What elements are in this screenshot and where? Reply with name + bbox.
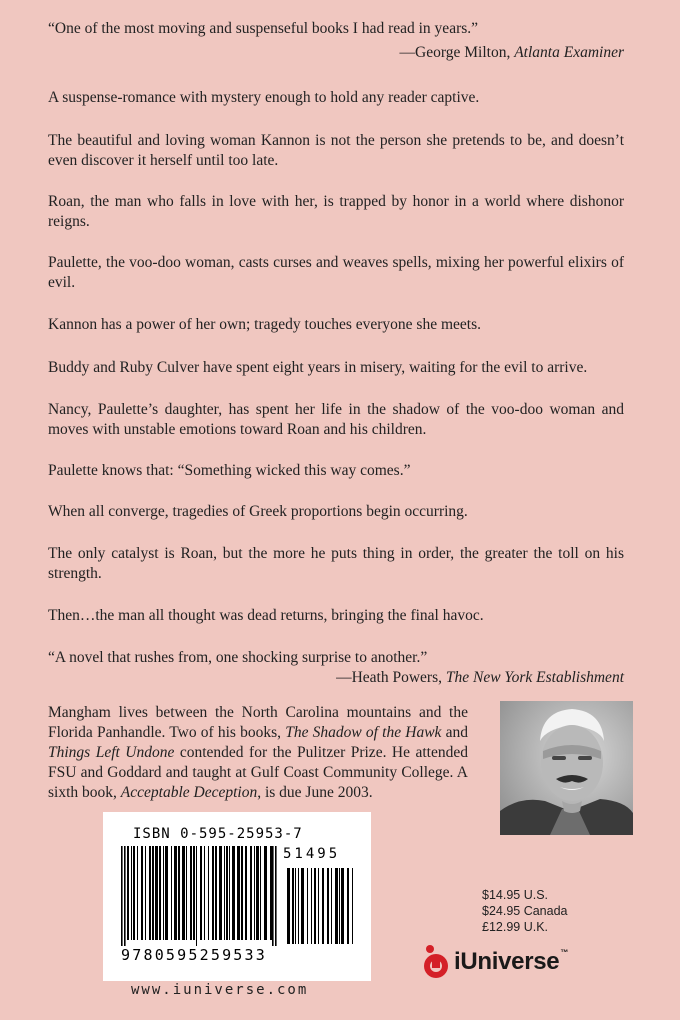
barcode-bar	[287, 868, 290, 944]
paragraph: When all converge, tragedies of Greek proportions begin occurring.	[48, 503, 468, 520]
barcode-bar	[318, 868, 319, 944]
barcode-bar	[229, 846, 230, 940]
barcode-bar	[121, 846, 123, 946]
quote-2: “A novel that rushes from, one shocking surprise to another.”	[48, 649, 428, 666]
barcode-bar	[165, 846, 168, 940]
quote-1-attribution	[400, 43, 624, 63]
barcode-bar	[196, 846, 197, 946]
paragraph: A suspense-romance with mystery enough to hold any reader captive.	[48, 89, 480, 106]
barcode-bar	[301, 868, 304, 944]
barcode-bar	[149, 846, 151, 940]
barcode-panel	[103, 812, 371, 981]
barcode-bar	[292, 868, 294, 944]
ean-digits: 9780595259533	[121, 946, 267, 964]
barcode-bar	[200, 846, 202, 940]
bio-book-title: Things Left Undone	[48, 744, 175, 761]
paragraph: The only catalyst is Roan, but the more he puts thing in order, the greater the toll on his strength.	[48, 545, 624, 582]
barcode-bar	[174, 846, 177, 940]
bio-text: , is due June 2003.	[257, 784, 373, 801]
quote-2-source: The New York Establishment	[445, 669, 624, 686]
barcode-bar	[155, 846, 158, 940]
publisher-name-text: iUniverse	[454, 948, 560, 975]
price-addon-digits: 51495	[283, 846, 341, 862]
barcode-bar	[171, 846, 172, 940]
price-canada: $24.95 Canada	[482, 904, 568, 918]
barcode-bar	[178, 846, 180, 940]
paragraph: Nancy, Paulette’s daughter, has spent her life in the shadow of the voo-doo woman and moves with unstable emotions toward Roan and his children.	[48, 401, 624, 438]
quote-1-source: Atlanta Examiner	[514, 44, 624, 61]
publisher-website: www.iuniverse.com	[131, 982, 309, 998]
barcode-bar	[241, 846, 243, 940]
price-us: $14.95 U.S.	[482, 888, 549, 902]
paragraph: Then…the man all thought was dead returns, bringing the final havoc.	[48, 607, 484, 624]
publisher-logo	[422, 944, 568, 980]
bio-book-title: Acceptable Deception	[120, 784, 258, 801]
paragraph: Buddy and Ruby Culver have spent eight years in misery, waiting for the evil to arrive.	[48, 359, 588, 376]
barcode-bar	[226, 846, 228, 940]
barcode-bar	[212, 846, 214, 940]
barcode-bar	[182, 846, 185, 940]
barcode-bar	[314, 868, 316, 944]
barcode-bar	[193, 846, 195, 940]
barcode-bar	[295, 868, 296, 944]
barcode-bar	[237, 846, 240, 940]
bio-book-title: The Shadow of the Hawk	[285, 724, 442, 741]
barcode-bar	[224, 846, 225, 940]
barcode-bar	[141, 846, 143, 940]
quote-1-author: —George Milton,	[399, 44, 515, 61]
barcode-bar	[275, 846, 277, 946]
barcode-bar	[127, 846, 129, 940]
barcode-bar	[256, 846, 259, 940]
barcode-bar	[215, 846, 217, 940]
barcode-bar	[232, 846, 235, 940]
barcode-bar	[335, 868, 338, 944]
author-photo	[500, 701, 633, 835]
barcode-bar	[124, 846, 126, 946]
barcode-bar	[137, 846, 138, 940]
paragraph: The beautiful and loving woman Kannon is not the person she pretends to be, and doesn’t even discover it herself until too late.	[48, 132, 624, 169]
barcode-bar	[163, 846, 164, 940]
barcode-bar	[331, 868, 332, 944]
bio-text: and	[441, 724, 468, 741]
barcode-bar	[208, 846, 209, 940]
paragraph: Paulette knows that: “Something wicked this way comes.”	[48, 462, 411, 479]
barcode-bar	[190, 846, 192, 940]
publisher-name	[454, 948, 568, 976]
quote-2-author: —Heath Powers,	[336, 669, 446, 686]
paragraph: Paulette, the voo-doo woman, casts curses and weaves spells, mixing her powerful elixirs of evil.	[48, 254, 624, 291]
barcode-bar	[245, 846, 247, 940]
bio-text: contended for the Pulitzer Prize. He attended FSU and Goddard and taught at Gulf Coast Community College. A sixth book,	[48, 744, 468, 801]
barcode-bar	[322, 868, 324, 944]
bio-text: Mangham lives between the North Carolina mountains and the Florida Panhandle. Two of his books,	[48, 704, 468, 741]
trademark: ™	[560, 948, 569, 957]
barcode-bar	[186, 846, 187, 940]
barcode-bar	[219, 846, 222, 940]
barcode-image	[121, 846, 361, 946]
barcode-bar	[204, 846, 205, 940]
barcode-bar	[264, 846, 267, 940]
barcode-bar	[152, 846, 154, 940]
barcode-bar	[307, 868, 308, 944]
paragraph: Roan, the man who falls in love with her, is trapped by honor in a world where dishonor reigns.	[48, 193, 624, 230]
barcode-bar	[298, 868, 299, 944]
barcode-bar	[145, 846, 146, 940]
barcode-bar	[133, 846, 135, 940]
quote-2-attribution	[336, 668, 624, 688]
barcode-bar	[250, 846, 252, 940]
barcode-bar	[159, 846, 161, 940]
paragraph: Kannon has a power of her own; tragedy touches everyone she meets.	[48, 316, 481, 333]
price-list	[482, 887, 568, 935]
barcode-bar	[131, 846, 132, 940]
price-uk: £12.99 U.K.	[482, 920, 549, 934]
barcode-bar	[341, 868, 344, 944]
barcode-bar	[260, 846, 261, 940]
isbn-label: ISBN 0-595-25953-7	[133, 826, 303, 842]
iuniverse-logo-icon	[422, 944, 450, 980]
barcode-bar	[254, 846, 255, 940]
barcode-bar	[347, 868, 349, 944]
barcode-bar	[311, 868, 312, 944]
barcode-bar	[352, 868, 353, 944]
barcode-bar	[272, 846, 274, 946]
barcode-bar	[339, 868, 340, 944]
barcode-bar	[327, 868, 329, 944]
quote-1: “One of the most moving and suspenseful books I had read in years.”	[48, 20, 479, 37]
author-bio	[48, 703, 468, 803]
